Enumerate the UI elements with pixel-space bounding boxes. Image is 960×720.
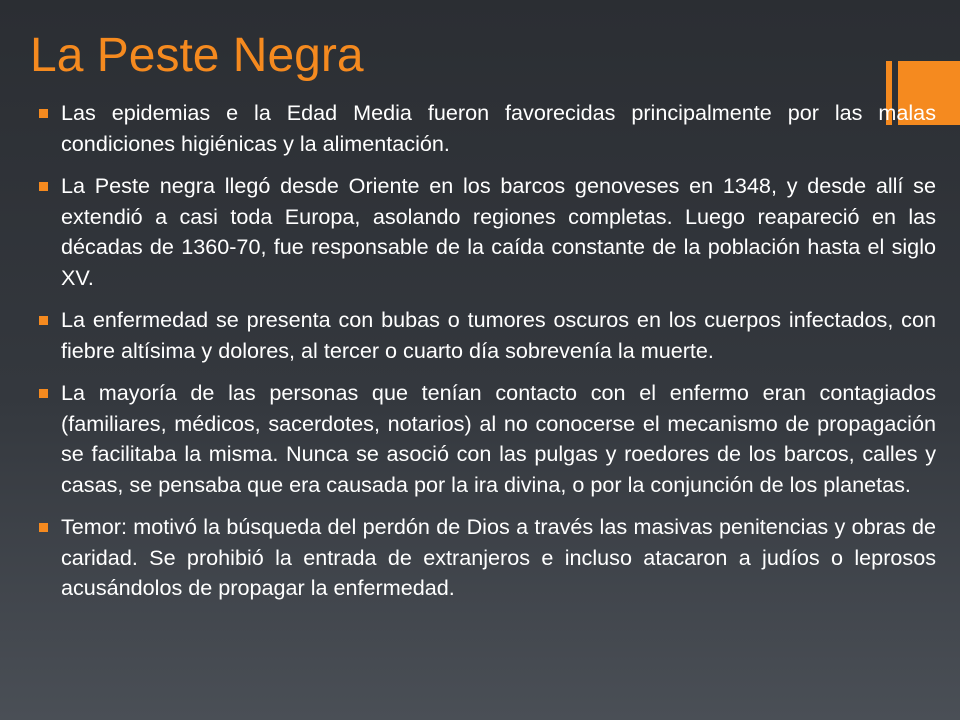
bullet-item [38, 305, 936, 366]
bullet-item [38, 98, 936, 159]
slide-title: La Peste Negra [30, 29, 364, 82]
bullet-list [38, 98, 936, 616]
bullet-text: Temor: motivó la búsqueda del perdón de Dios a través las masivas penitencias y obras de caridad. Se prohibió la entrada de extranjeros e incluso atacaron a judíos o leprosos acusándolos de propagar la enfermedad. [61, 514, 936, 600]
square-bullet-icon [39, 389, 48, 398]
bullet-text: La enfermedad se presenta con bubas o tumores oscuros en los cuerpos infectados, con fiebre altísima y dolores, al tercer o cuarto día sobrevenía la muerte. [61, 307, 936, 363]
bullet-text: La Peste negra llegó desde Oriente en los barcos genoveses en 1348, y desde allí se extendió a casi toda Europa, asolando regiones completas. Luego reapareció en las décadas de 1360-70, fue responsable de la caída constante de la población hasta el siglo XV. [61, 173, 936, 290]
square-bullet-icon [39, 316, 48, 325]
bullet-text: La mayoría de las personas que tenían contacto con el enfermo eran contagiados (familiares, médicos, sacerdotes, notarios) al no conocerse el mecanismo de propagación se facilitaba la misma. Nunca se asoció con las pulgas y roedores de los barcos, calles y casas, se pensaba que era causada por la ira divina, o por la conjunción de los planetas. [61, 380, 936, 497]
square-bullet-icon [39, 182, 48, 191]
bullet-item [38, 378, 936, 500]
square-bullet-icon [39, 523, 48, 532]
bullet-item [38, 512, 936, 604]
square-bullet-icon [39, 109, 48, 118]
bullet-text: Las epidemias e la Edad Media fueron favorecidas principalmente por las malas condiciones higiénicas y la alimentación. [61, 100, 936, 156]
bullet-item [38, 171, 936, 293]
